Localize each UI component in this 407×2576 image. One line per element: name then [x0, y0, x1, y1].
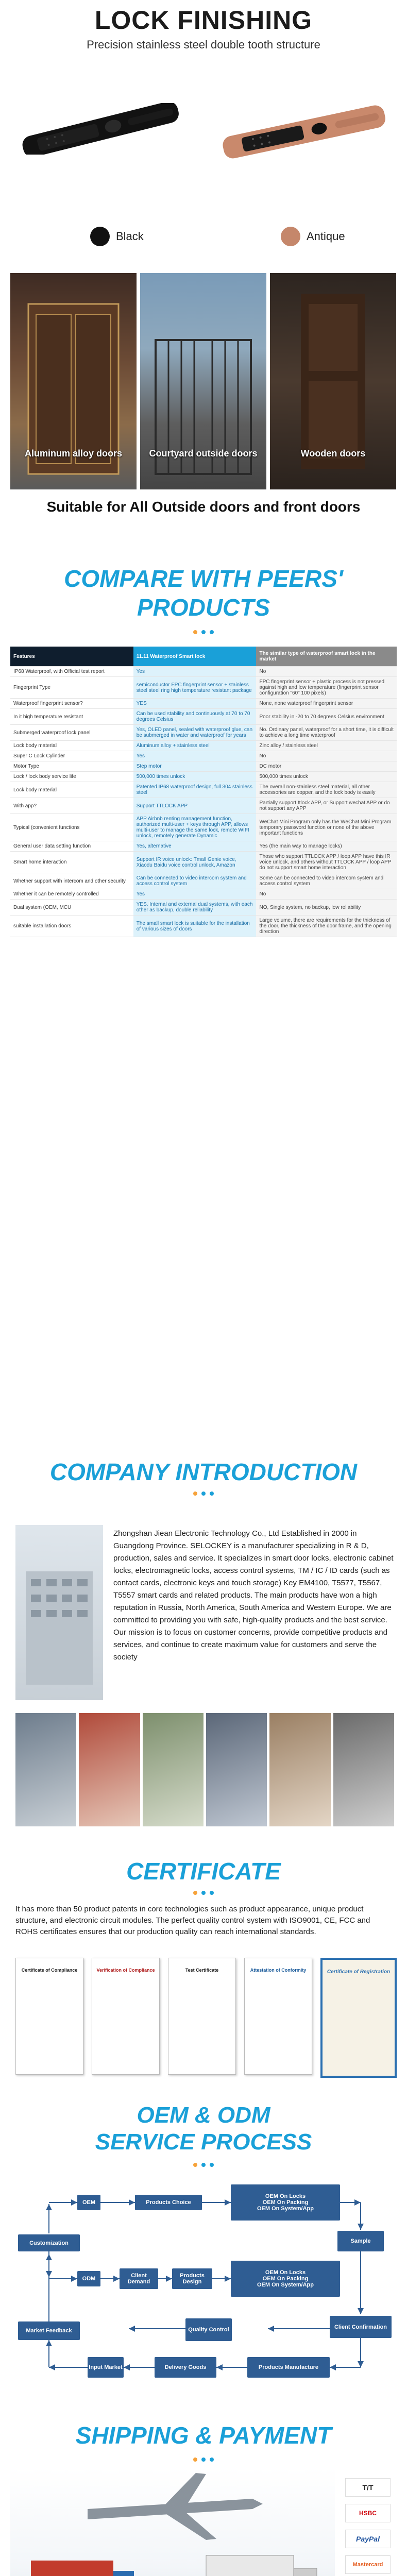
comparison-peer-cell: No [256, 889, 397, 900]
header-ours: 11.11 Waterproof Smart lock [133, 647, 257, 667]
comparison-row [10, 761, 397, 772]
factory-photo [269, 1713, 330, 1826]
flow-oem-list-2: OEM On Locks OEM On Packing OEM On System/App [231, 2261, 340, 2297]
comparison-ours-cell: The small smart lock is suitable for the installation of various sizes of doors [133, 916, 257, 937]
comparison-ours-cell: Yes, alternative [133, 841, 257, 852]
factory-photo [15, 1713, 76, 1826]
aluminum-door-caption: Aluminum alloy doors [24, 448, 123, 459]
comparison-feature-cell: Lock / lock body service life [10, 772, 133, 782]
comparison-row [10, 852, 397, 873]
comparison-ours-cell: Yes [133, 889, 257, 900]
company-title-dots [0, 1489, 407, 1498]
comparison-feature-cell: In it high temperature resistant [10, 709, 133, 725]
company-intro-text: Zhongshan Jiean Electronic Technology Co., Ltd Established in 2000 in Guangdong Province. SELOCKEY is a manufacturer specializing in R & D, production, sales and service. It specializes in smart door locks, electronic cabinet locks, electromagnetic locks, access control systems, TM / IC / ID cards (such as contact cards, electronic keys and touch storage) Key EM4100, T5577, T5567, T5557 smart cards and related products. The main products have won a high reputation in Russia, North America, South America and Western Europe. We are committed to providing you with safe, high-quality products and the best service. Our mission is to focus on customer concerns, provide competitive products and services, and continue to create maximum value for customers and serve the society [113, 1529, 394, 1662]
factory-photo [143, 1713, 204, 1826]
flow-client-demand: Client Demand [120, 2268, 158, 2289]
comparison-ours-cell: semiconductor FPC fingerprint sensor + stainless steel steel ring high temperature resistant package [133, 677, 257, 699]
comparison-peer-cell: No. Ordinary panel, waterproof for a short time, it is difficult to achieve a long time waterproof [256, 725, 397, 741]
certificate-doc: Attestation of Conformity [244, 1958, 312, 2075]
factory-photo [206, 1713, 267, 1826]
comparison-feature-cell: Whether support with intercom and other security [10, 873, 133, 889]
oem-title: OEM & ODM SERVICE PROCESS [95, 2103, 312, 2155]
comparison-row [10, 782, 397, 798]
comparison-ours-cell: YES. Internal and external dual systems, with each other as backup, double reliability [133, 900, 257, 916]
comparison-row [10, 709, 397, 725]
aluminum-door-photo [10, 273, 137, 489]
comparison-peer-cell: NO, Single system, no backup, low reliability [256, 900, 397, 916]
wooden-door-photo [270, 273, 396, 489]
comparison-row [10, 699, 397, 709]
comparison-peer-cell: 500,000 times unlock [256, 772, 397, 782]
certificate-doc: Verification of Compliance [92, 1958, 160, 2075]
comparison-feature-cell: Motor Type [10, 761, 133, 772]
comparison-peer-cell: Large volume, there are requirements for the thickness of the door, the thickness of the door frame, and the opening direction [256, 916, 397, 937]
comparison-feature-cell: Lock body material [10, 741, 133, 751]
comparison-ours-cell: 500,000 times unlock [133, 772, 257, 782]
comparison-row [10, 798, 397, 814]
comparison-feature-cell: IP68 Waterproof, with Official test report [10, 667, 133, 677]
comparison-peer-cell: DC motor [256, 761, 397, 772]
comparison-peer-cell: FPC fingerprint sensor + plastic process is not pressed against high and low temperature (fingerprint sensor configuration "60" 100 pixels) [256, 677, 397, 699]
payment-tt-logo: T/T [345, 2478, 391, 2497]
comparison-ours-cell: Aluminum alloy + stainless steel [133, 741, 257, 751]
comparison-peer-cell: The overall non-stainless steel material, all other accessories are copper, and the lock body is easily [256, 782, 397, 798]
comparison-feature-cell: Submerged waterproof lock panel [10, 725, 133, 741]
factory-photo [333, 1713, 394, 1826]
factory-photo-strip [15, 1713, 394, 1826]
comparison-peer-cell: Zinc alloy / stainless steel [256, 741, 397, 751]
comparison-feature-cell: General user data setting function [10, 841, 133, 852]
company-title: COMPANY INTRODUCTION [49, 1459, 358, 1485]
swatch-antique-dot [281, 227, 300, 246]
comparison-row [10, 900, 397, 916]
comparison-ours-cell: Yes [133, 751, 257, 761]
shipping-title: SHIPPING & PAYMENT [75, 2422, 332, 2449]
oem-title-dots [0, 2160, 407, 2170]
comparison-row [10, 751, 397, 761]
certificate-docs [15, 1958, 394, 2076]
comparison-ours-cell: Patented IP68 waterproof design, full 304 stainless steel [133, 782, 257, 798]
comparison-peer-cell: No [256, 667, 397, 677]
black-lock-image [15, 103, 185, 155]
comparison-feature-cell: Typical (convenient functions [10, 814, 133, 841]
comparison-feature-cell: Waterproof fingerprint sensor? [10, 699, 133, 709]
comparison-feature-cell: Whether it can be remotely controlled [10, 889, 133, 900]
courtyard-door-photo [140, 273, 266, 489]
comparison-row [10, 814, 397, 841]
comparison-ours-cell: Can be connected to video intercom system and access control system [133, 873, 257, 889]
comparison-peer-cell: No [256, 751, 397, 761]
flow-sample: Sample [337, 2231, 384, 2251]
comparison-table [10, 647, 397, 937]
certificate-text: It has more than 50 product patents in core technologies such as product appearance, unique product structure, and electronic circuit modules. The perfect quality control system with ISO9001, CE, FCC and ROHS certificates ensures that our production quality can reach international standards. [15, 1905, 370, 1936]
header-features: Features [10, 647, 133, 667]
certificate-doc: Test Certificate [168, 1958, 236, 2075]
comparison-feature-cell: Super C Lock Cylinder [10, 751, 133, 761]
comparison-peer-cell: Some can be connected to video intercom system and access control system [256, 873, 397, 889]
comparison-feature-cell: Lock body material [10, 782, 133, 798]
swatch-antique [281, 227, 345, 246]
comparison-row [10, 916, 397, 937]
comparison-row [10, 873, 397, 889]
lock-finishing-title: LOCK FINISHING [94, 6, 313, 35]
suitable-doors-text: Suitable for All Outside doors and front doors [46, 499, 361, 515]
comparison-ours-cell: Can be used stability and continuously at 70 to 70 degrees Celsius [133, 709, 257, 725]
shipping-transport-image [10, 2468, 335, 2576]
comparison-peer-cell: Partially support ttlock APP, or Support wechat APP or do not support any APP [256, 798, 397, 814]
comparison-peer-cell: WeChat Mini Program only has the WeChat Mini Program temporary password function or none of the above important functions [256, 814, 397, 841]
comparison-feature-cell: Smart home interaction [10, 852, 133, 873]
comparison-row [10, 889, 397, 900]
compare-title: COMPARE WITH PEERS' PRODUCTS [64, 565, 343, 621]
flow-quality-control: Quality Control [185, 2318, 232, 2341]
comparison-ours-cell: Support IR voice unlock: Tmall Genie voice, Xiaodu Baidu voice control unlock, Amazon [133, 852, 257, 873]
header-peers: The similar type of waterproof smart lock in the market [256, 647, 397, 667]
flow-products-design: Products Design [172, 2268, 212, 2289]
flow-odm: ODM [77, 2271, 100, 2286]
comparison-row [10, 725, 397, 741]
comparison-feature-cell: Dual system (OEM, MCU [10, 900, 133, 916]
flow-products-manufacture: Products Manufacture [247, 2357, 330, 2378]
comparison-feature-cell: With app? [10, 798, 133, 814]
comparison-header-row [10, 647, 397, 667]
lock-finishing-subtitle: Precision stainless steel double tooth structure [87, 38, 320, 51]
certificate-title: CERTIFICATE [126, 1858, 281, 1885]
swatch-antique-label: Antique [307, 230, 345, 243]
comparison-row [10, 677, 397, 699]
certificate-title-dots [0, 1888, 407, 1897]
factory-photo [79, 1713, 140, 1826]
flow-oem-list-1: OEM On Locks OEM On Packing OEM On System/App [231, 2184, 340, 2221]
payment-hsbc-logo: HSBC [345, 2504, 391, 2522]
certificate-doc: Certificate of Compliance [15, 1958, 83, 2075]
swatch-black [90, 227, 144, 246]
certificate-doc: Certificate of Registration [320, 1958, 397, 2078]
courtyard-door-caption: Courtyard outside doors [149, 448, 258, 459]
comparison-row [10, 772, 397, 782]
comparison-peer-cell: Poor stability in -20 to 70 degrees Celsius environment [256, 709, 397, 725]
comparison-peer-cell: None, none waterproof fingerprint sensor [256, 699, 397, 709]
comparison-row [10, 741, 397, 751]
comparison-ours-cell: APP Airbnb renting management function, authorized multi-user + keys through APP, allows multi-user to manage the same lock, remote WIFI unlock, remotely generate Dynamic [133, 814, 257, 841]
wooden-door-caption: Wooden doors [300, 448, 366, 459]
comparison-ours-cell: Yes [133, 667, 257, 677]
flow-input-market: Input Market [88, 2357, 124, 2378]
comparison-row [10, 841, 397, 852]
comparison-peer-cell: Yes (the main way to manage locks) [256, 841, 397, 852]
comparison-feature-cell: suitable installation doors [10, 916, 133, 937]
comparison-feature-cell: Fingerprint Type [10, 677, 133, 699]
comparison-ours-cell: Yes, OLED panel, sealed with waterproof glue, can be submerged in water and waterproof for years [133, 725, 257, 741]
antique-lock-image [216, 103, 392, 160]
shipping-title-dots [0, 2455, 407, 2464]
comparison-row [10, 667, 397, 677]
comparison-ours-cell: Support TTLOCK APP [133, 798, 257, 814]
company-building-photo [15, 1525, 103, 1700]
flow-customization: Customization [18, 2234, 80, 2251]
oem-flow-diagram [0, 2174, 407, 2391]
comparison-peer-cell: Those who support TTLOCK APP / loop APP have this IR voice unlock, and others without TTLOCK APP / loop APP do not support smart home interaction [256, 852, 397, 873]
flow-oem: OEM [77, 2195, 100, 2210]
swatch-black-dot [90, 227, 110, 246]
comparison-ours-cell: YES [133, 699, 257, 709]
comparison-ours-cell: Step motor [133, 761, 257, 772]
swatch-black-label: Black [116, 230, 144, 243]
payment-mastercard-logo: Mastercard [345, 2555, 391, 2574]
flow-products-choice: Products Choice [135, 2195, 202, 2210]
payment-paypal-logo: PayPal [345, 2530, 391, 2548]
compare-title-dots [0, 628, 407, 637]
flow-delivery-goods: Delivery Goods [155, 2357, 216, 2378]
flow-market-feedback: Market Feedback [18, 2321, 80, 2340]
flow-client-confirmation: Client Confirmation [330, 2316, 392, 2338]
